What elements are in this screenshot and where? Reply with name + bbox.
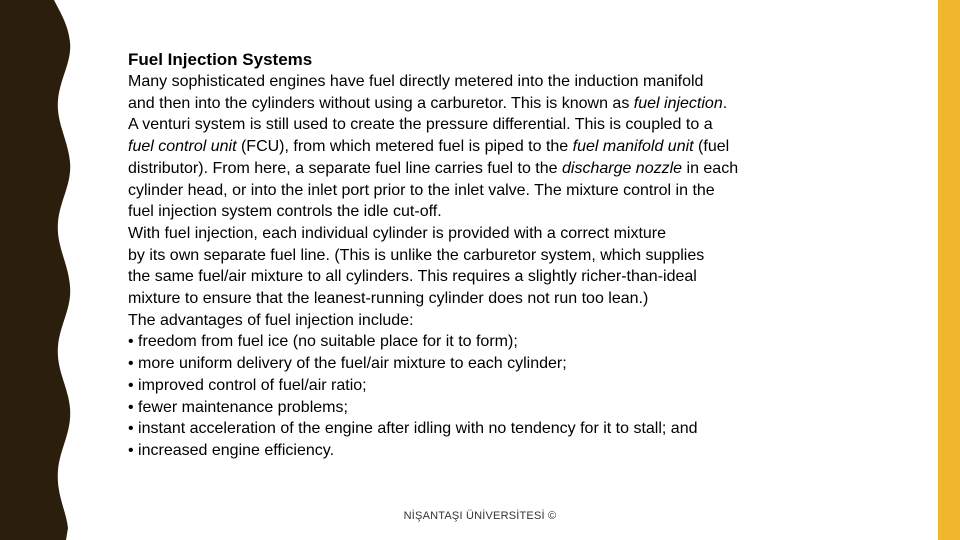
body-text: distributor). From here, a separate fuel line carries fuel to the	[128, 159, 562, 177]
left-wavy-edge	[0, 0, 70, 540]
right-accent-bar	[938, 0, 960, 540]
body-text: (fuel	[693, 138, 730, 156]
body-text: A venturi system is still used to create the pressure differential. This is coupled to a	[128, 116, 713, 134]
body-line	[128, 158, 828, 180]
emphasized-term: fuel injection	[633, 94, 723, 112]
body-line	[128, 310, 828, 332]
body-text: in each	[682, 159, 739, 177]
body-line	[128, 201, 828, 223]
body-line	[128, 180, 828, 202]
body-text: (FCU), from which metered fuel is piped to the	[236, 138, 573, 156]
emphasized-term: discharge nozzle	[561, 159, 683, 177]
body-line	[128, 223, 828, 245]
body-line	[128, 114, 828, 136]
body-text: With fuel injection, each individual cylinder is provided with a correct mixture	[128, 224, 667, 242]
body-line	[128, 71, 828, 93]
body-text: fuel injection system controls the idle cut-off.	[128, 203, 442, 221]
body-text: • freedom from fuel ice (no suitable place for it to form);	[128, 333, 518, 351]
body-text: • increased engine efficiency.	[128, 441, 335, 459]
body-text: • more uniform delivery of the fuel/air mixture to each cylinder;	[128, 355, 567, 373]
body-text: the same fuel/air mixture to all cylinders. This requires a slightly richer-than-ideal	[128, 268, 697, 286]
body-text: and then into the cylinders without using a carburetor. This is known as	[128, 94, 634, 112]
slide-body	[128, 71, 828, 462]
body-text: • improved control of fuel/air ratio;	[128, 376, 367, 394]
body-line	[128, 331, 828, 353]
body-line	[128, 440, 828, 462]
left-decorative-band	[0, 0, 80, 540]
body-line	[128, 136, 828, 158]
body-line	[128, 418, 828, 440]
body-line	[128, 375, 828, 397]
body-text: cylinder head, or into the inlet port prior to the inlet valve. The mixture control in the	[128, 181, 715, 199]
emphasized-term: fuel manifold unit	[572, 138, 694, 156]
slide-title: Fuel Injection Systems	[128, 50, 313, 69]
body-text: • instant acceleration of the engine after idling with no tendency for it to stall; and	[128, 420, 698, 438]
body-text: Many sophisticated engines have fuel directly metered into the induction manifold	[128, 73, 704, 90]
body-text: mixture to ensure that the leanest-running cylinder does not run too lean.)	[128, 290, 649, 308]
body-line	[128, 353, 828, 375]
footer-copyright: NİŞANTAŞI ÜNİVERSİTESİ ©	[403, 510, 557, 522]
body-line	[128, 245, 828, 267]
emphasized-term: fuel control unit	[128, 138, 237, 156]
body-line	[128, 288, 828, 310]
body-line	[128, 266, 828, 288]
body-text: by its own separate fuel line. (This is unlike the carburetor system, which supplies	[128, 246, 705, 264]
body-text: • fewer maintenance problems;	[128, 398, 348, 416]
body-line	[128, 93, 828, 115]
body-line	[128, 397, 828, 419]
slide-content	[128, 49, 828, 462]
body-text: .	[722, 94, 728, 112]
body-text: The advantages of fuel injection include:	[128, 311, 414, 329]
